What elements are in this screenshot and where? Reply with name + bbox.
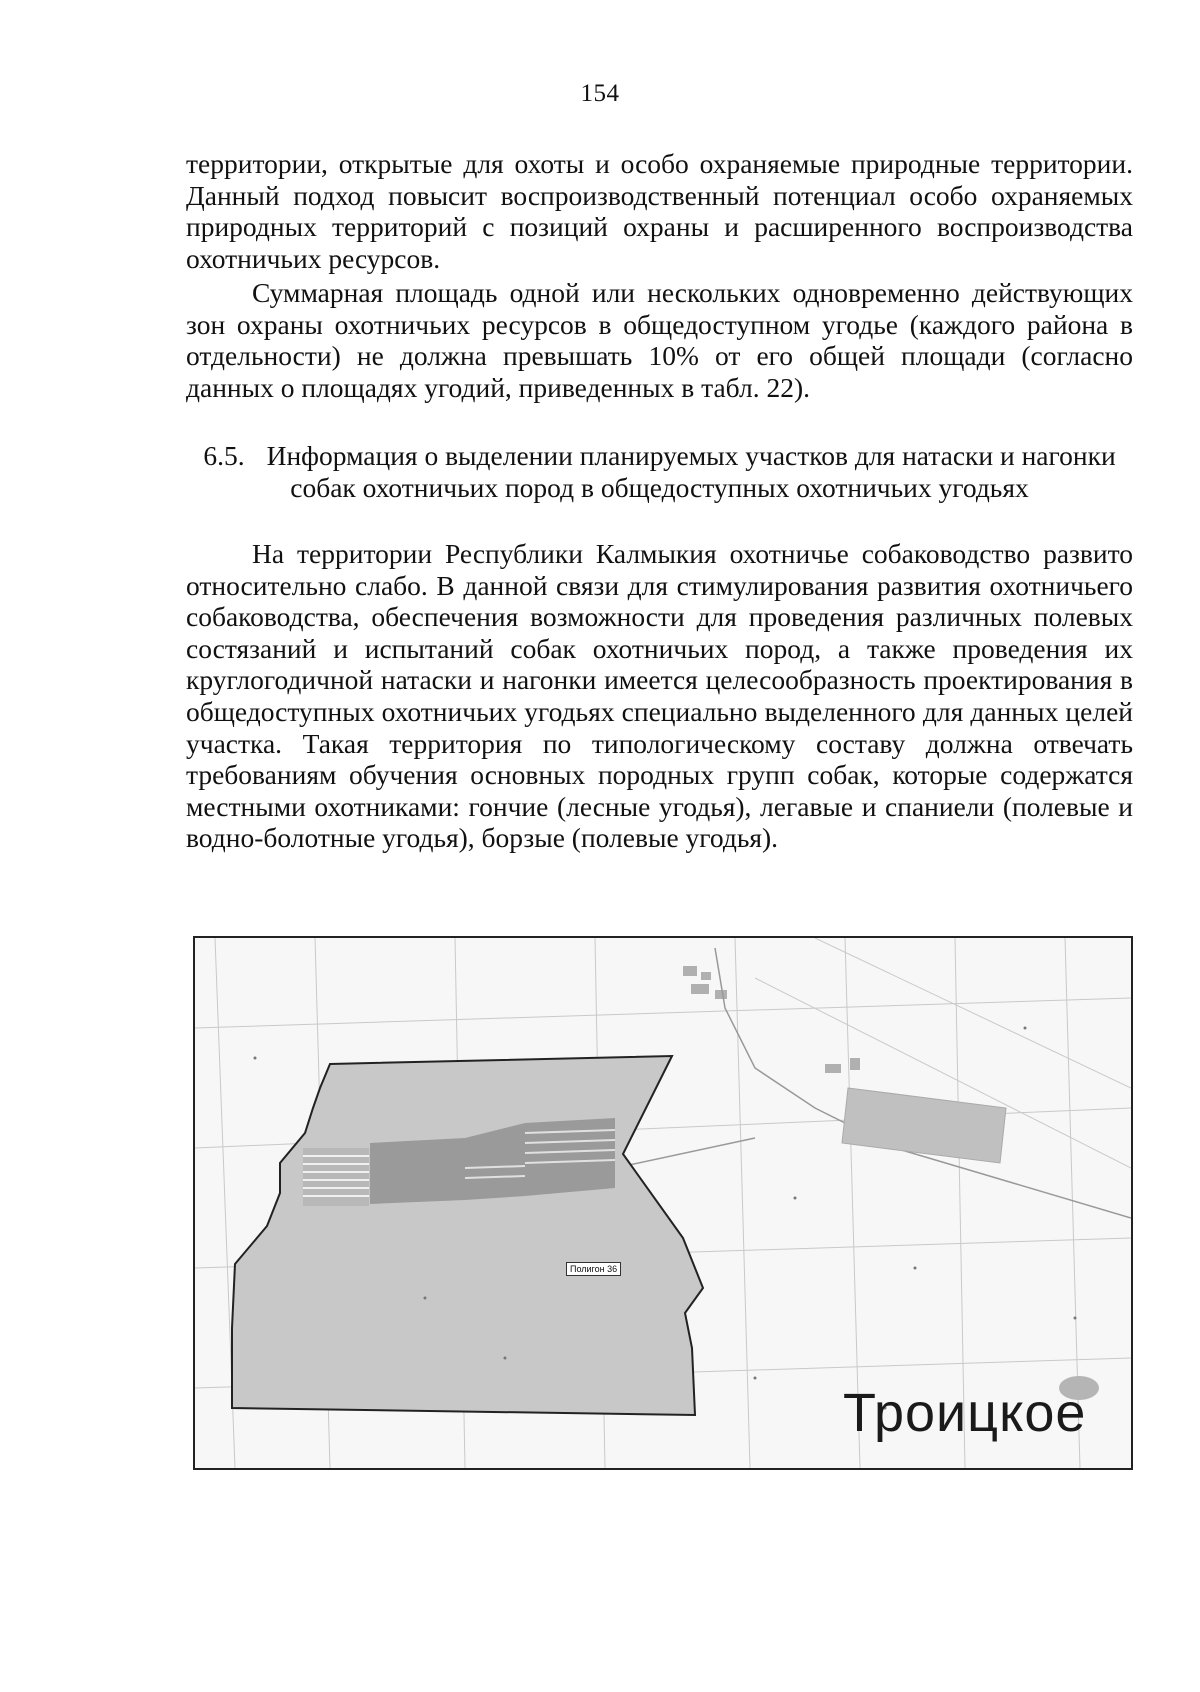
polygon-36-area	[232, 1056, 703, 1415]
section-number: 6.5.	[203, 440, 245, 471]
paragraph-2	[186, 277, 1133, 403]
paragraph-1	[186, 148, 1133, 274]
section-title: Информация о выделении планируемых участков для натаски и нагонки собак охотничьих пород в общедоступных охотничьих угодьях	[266, 440, 1116, 503]
paragraph-3	[186, 538, 1133, 854]
page-number: 154	[580, 80, 620, 107]
settlement-north	[683, 966, 860, 1073]
town-label: Троицкое	[843, 1383, 1087, 1443]
paragraph-text: территории, открытые для охоты и особо охраняемые природные территории. Данный подход повысит воспроизводственный потенциал особо охраняемых природных территорий с позиций охраны и расширенного воспроизводства охотничьих ресурсов.	[186, 148, 1133, 274]
section-heading	[186, 440, 1133, 503]
polygon-label: Полигон 36	[566, 1262, 621, 1276]
paragraph-text: Суммарная площадь одной или нескольких одновременно действующих зон охраны охотничьих ресурсов в общедоступном угодье (каждого района в отдельности) не должна превышать 10% от его общей площади (согласно данных о площадях угодий, приведенных в табл. 22).	[186, 277, 1133, 403]
field-northeast	[842, 1088, 1006, 1163]
paragraph-text: На территории Республики Калмыкия охотничье собаководство развито относительно слабо. В данной связи для стимулирования развития охотничьего собаководства, обеспечения возможности для проведения различных полевых состязаний и испытаний собак охотничьих пород, а также проведения их круглогодичной натаски и нагонки имеется целесообразность проектирования в общедоступных охотничьих угодьях специально выделенного для данных целей участка. Такая территория по типологическому составу должна отвечать требованиям обучения основных породных групп собак, которые содержатся местными охотниками: гончие (лесные угодья), легавые и спаниели (полевые и водно-болотные угодья), борзые (полевые угодья).	[186, 538, 1133, 854]
